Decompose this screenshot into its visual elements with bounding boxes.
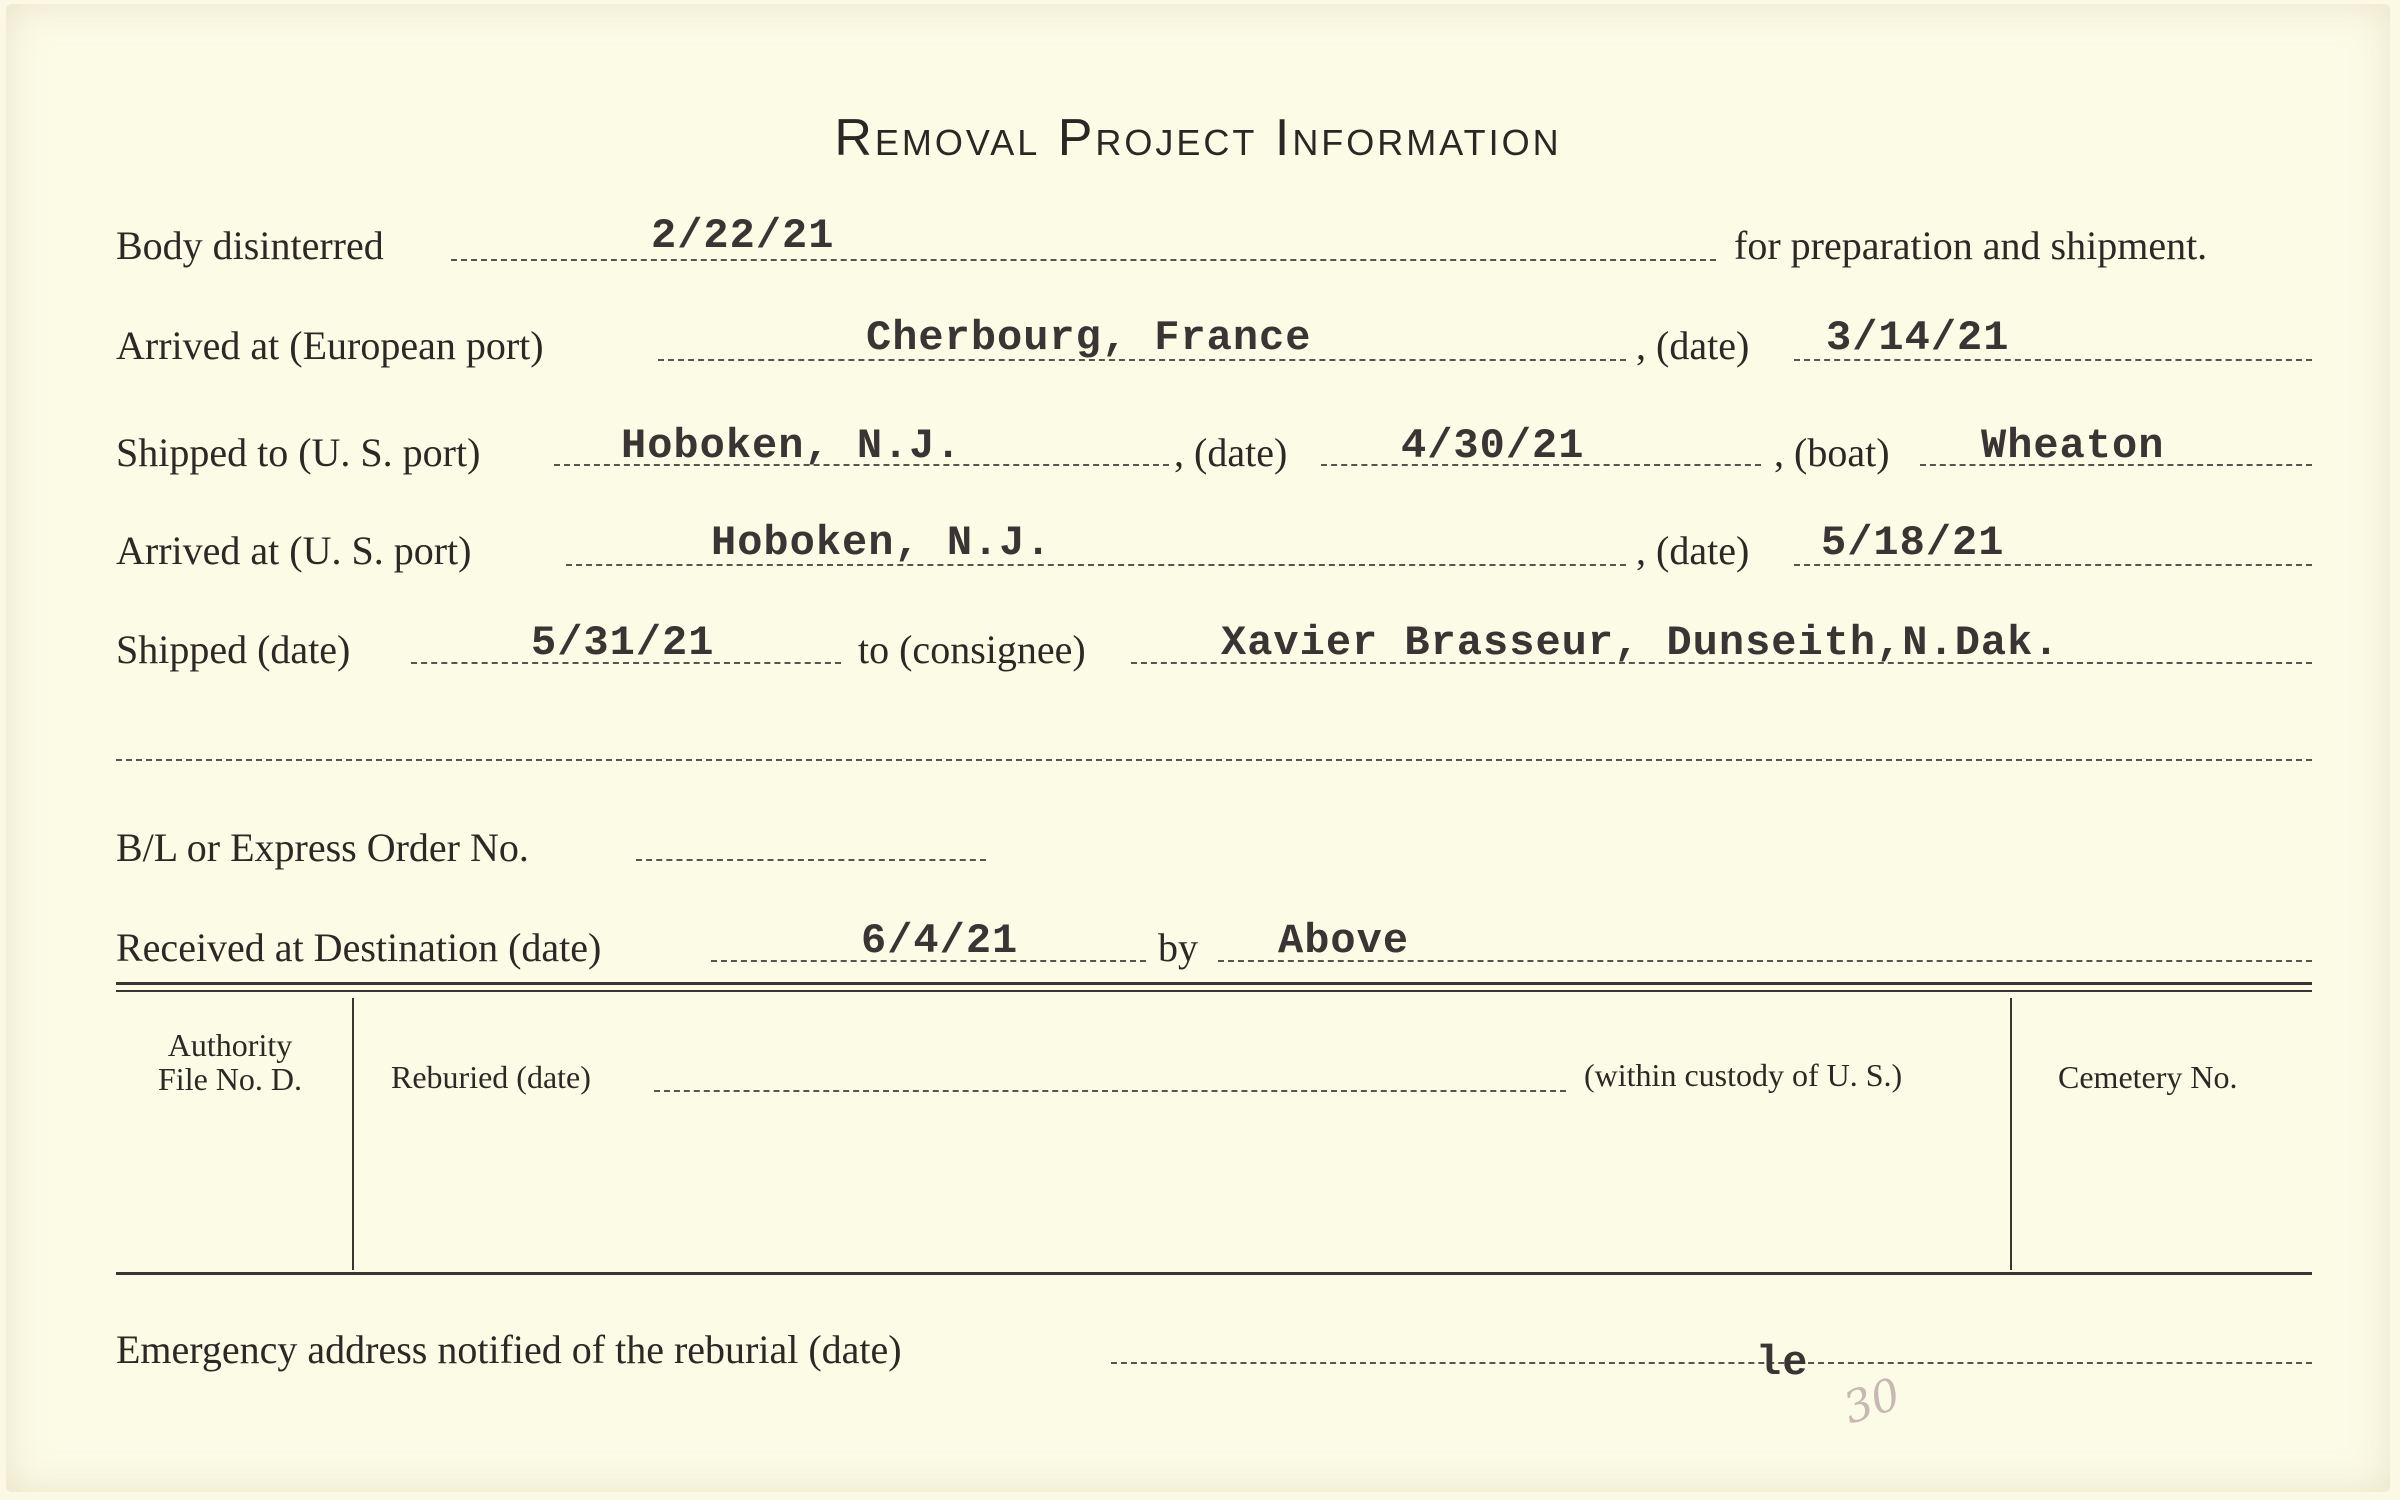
bl-express-order-label: B/L or Express Order No.	[116, 825, 529, 870]
european-port-date-label: , (date)	[1636, 323, 1750, 368]
received-date-value: 6/4/21	[861, 917, 1019, 965]
received-by-label: by	[1158, 925, 1198, 970]
dotted-line	[636, 859, 986, 861]
boat-value: Wheaton	[1981, 422, 2165, 470]
dotted-line	[451, 259, 1716, 261]
shipped-us-date-value: 4/30/21	[1401, 422, 1585, 470]
disinterred-date-value: 2/22/21	[651, 212, 835, 260]
arrived-us-port-label: Arrived at (U. S. port)	[116, 528, 472, 573]
arrived-us-date-label: , (date)	[1636, 528, 1750, 573]
dotted-line	[654, 1090, 1566, 1092]
consignee-label: to (consignee)	[858, 627, 1086, 672]
form-title: Removal Project Information	[834, 109, 1562, 167]
arrived-us-port-value: Hoboken, N.J.	[711, 519, 1052, 567]
boat-label: , (boat)	[1774, 430, 1890, 475]
received-destination-label: Received at Destination (date)	[116, 925, 602, 970]
box-bottom-rule	[116, 1272, 2312, 1275]
european-port-date-value: 3/14/21	[1826, 314, 2010, 362]
file-no-label: File No. D.	[158, 1061, 302, 1097]
box-top-rule	[116, 982, 2312, 985]
consignee-value: Xavier Brasseur, Dunseith,N.Dak.	[1221, 619, 2060, 667]
cemetery-no-label: Cemetery No.	[2058, 1059, 2238, 1095]
record-card	[6, 4, 2390, 1492]
reburied-date-label: Reburied (date)	[391, 1059, 591, 1095]
pencil-mark: 30	[1837, 1368, 1907, 1435]
arrived-us-date-value: 5/18/21	[1821, 519, 2005, 567]
shipped-date-value: 5/31/21	[531, 619, 715, 667]
authority-label: Authority	[167, 1027, 293, 1063]
shipped-us-port-label: Shipped to (U. S. port)	[116, 430, 481, 475]
european-port-label: Arrived at (European port)	[116, 323, 544, 368]
box-divider-left	[352, 998, 354, 1270]
shipped-us-port-value: Hoboken, N.J.	[621, 422, 962, 470]
box-divider-right	[2010, 998, 2012, 1270]
shipped-date-label: Shipped (date)	[116, 627, 351, 672]
received-by-value: Above	[1278, 917, 1410, 965]
blank-dotted-line	[116, 759, 2312, 761]
authority-file-label	[116, 1028, 344, 1096]
shipped-us-date-label: , (date)	[1174, 430, 1288, 475]
european-port-value: Cherbourg, France	[866, 314, 1312, 362]
box-top-rule-2	[116, 990, 2312, 992]
preparation-shipment-label: for preparation and shipment.	[1734, 223, 2208, 268]
body-disinterred-label: Body disinterred	[116, 223, 384, 268]
dotted-line	[1111, 1362, 2312, 1364]
custody-label: (within custody of U. S.)	[1584, 1057, 1903, 1093]
emergency-address-label: Emergency address notified of the reburial (date)	[116, 1327, 902, 1372]
emergency-initials-value: le	[1756, 1339, 1809, 1387]
